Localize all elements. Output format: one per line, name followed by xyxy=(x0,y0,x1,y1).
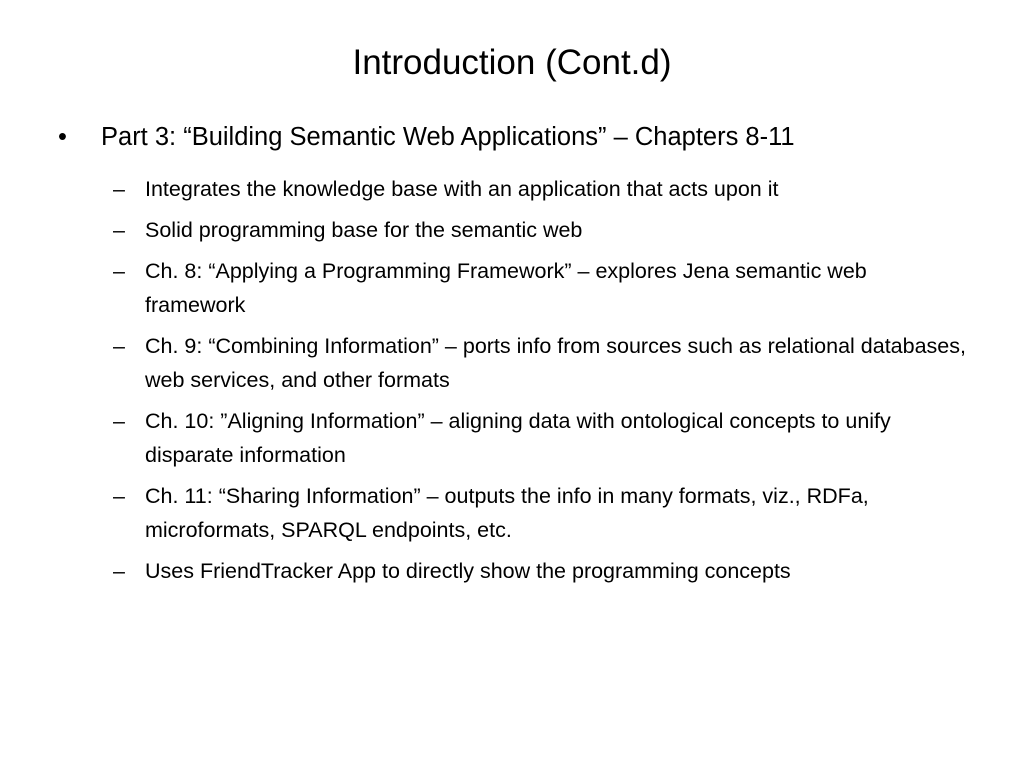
dash-marker: – xyxy=(113,218,125,242)
dash-marker: – xyxy=(113,559,125,583)
main-bullet xyxy=(58,118,968,156)
sub-bullet-item xyxy=(113,172,968,206)
sub-bullet-text: Integrates the knowledge base with an application that acts upon it xyxy=(145,177,779,201)
sub-bullet-text: Ch. 9: “Combining Information” – ports info from sources such as relational databases, web services, and other formats xyxy=(145,334,966,392)
dash-marker: – xyxy=(113,259,125,283)
dash-marker: – xyxy=(113,484,125,508)
sub-bullet-text: Ch. 10: ”Aligning Information” – aligning data with ontological concepts to unify disparate information xyxy=(145,409,891,467)
bullet-marker: • xyxy=(58,123,67,151)
sub-bullet-item xyxy=(113,404,968,472)
sub-bullet-text: Ch. 11: “Sharing Information” – outputs the info in many formats, viz., RDFa, microformats, SPARQL endpoints, etc. xyxy=(145,484,869,542)
sub-bullet-text: Uses FriendTracker App to directly show the programming concepts xyxy=(145,559,791,583)
dash-marker: – xyxy=(113,177,125,201)
sub-bullet-text: Solid programming base for the semantic web xyxy=(145,218,583,242)
sub-bullet-item xyxy=(113,479,968,547)
sub-bullet-text: Ch. 8: “Applying a Programming Framework” – explores Jena semantic web framework xyxy=(145,259,867,317)
sub-bullet-item xyxy=(113,554,968,588)
dash-marker: – xyxy=(113,409,125,433)
slide-title: Introduction (Cont.d) xyxy=(352,43,672,82)
slide-content xyxy=(58,118,968,604)
dash-marker: – xyxy=(113,334,125,358)
main-bullet-text: Part 3: “Building Semantic Web Applications” – Chapters 8-11 xyxy=(101,123,795,151)
sub-bullet-item xyxy=(113,329,968,397)
sub-bullet-item xyxy=(113,213,968,247)
sub-bullet-item xyxy=(113,254,968,322)
sub-bullet-list xyxy=(113,172,968,588)
